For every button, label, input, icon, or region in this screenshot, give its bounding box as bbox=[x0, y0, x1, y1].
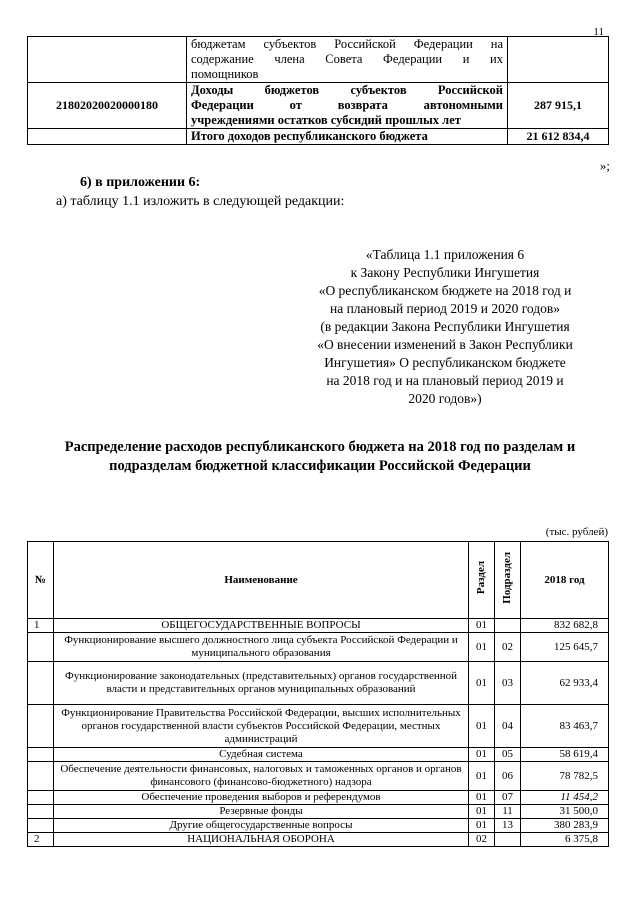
expense-subsection: 05 bbox=[495, 748, 521, 762]
unit-label: (тыс. рублей) bbox=[545, 526, 608, 538]
expense-subsection: 06 bbox=[495, 762, 521, 791]
expense-row bbox=[28, 833, 609, 847]
quote-line: к Закону Республики Ингушетия bbox=[350, 265, 540, 280]
expense-section: 01 bbox=[469, 805, 495, 819]
income-amount: 287 915,1 bbox=[508, 83, 609, 129]
expense-table-header bbox=[28, 542, 609, 619]
income-description-line: содержание члена Совета Федерации и их bbox=[191, 52, 503, 66]
closing-quote-mark: »; bbox=[599, 158, 610, 173]
expense-value: 83 463,7 bbox=[521, 705, 609, 748]
expense-subsection: 03 bbox=[495, 662, 521, 705]
expense-name: Функционирование высшего должностного лица субъекта Российской Федерации и муниципального образования bbox=[54, 633, 469, 662]
expense-section: 01 bbox=[469, 748, 495, 762]
quote-line: Ингушетия» О республиканском бюджете bbox=[324, 355, 566, 370]
expense-value: 58 619,4 bbox=[521, 748, 609, 762]
expense-value: 78 782,5 bbox=[521, 762, 609, 791]
expense-subsection bbox=[495, 833, 521, 847]
income-description bbox=[187, 83, 508, 129]
expense-section: 01 bbox=[469, 619, 495, 633]
expense-row bbox=[28, 748, 609, 762]
table-reference-quote bbox=[280, 246, 610, 408]
expense-name: ОБЩЕГОСУДАРСТВЕННЫЕ ВОПРОСЫ bbox=[54, 619, 469, 633]
quote-line: на 2018 год и на плановый период 2019 и bbox=[326, 373, 564, 388]
expense-value: 62 933,4 bbox=[521, 662, 609, 705]
quote-line: «О республиканском бюджете на 2018 год и bbox=[318, 283, 572, 298]
document-heading bbox=[30, 438, 610, 476]
expense-num: 2 bbox=[28, 833, 54, 847]
header-section: Раздел bbox=[469, 542, 495, 619]
expense-num bbox=[28, 762, 54, 791]
expense-row bbox=[28, 805, 609, 819]
income-code bbox=[28, 129, 187, 145]
expense-subsection: 04 bbox=[495, 705, 521, 748]
quote-line: (в редакции Закона Республики Ингушетия bbox=[320, 319, 570, 334]
header-num: № bbox=[28, 542, 54, 619]
item-6-a-text: а) таблицу 1.1 изложить в следующей редакции: bbox=[56, 194, 345, 209]
expense-section: 01 bbox=[469, 762, 495, 791]
header-name: Наименование bbox=[54, 542, 469, 619]
expense-num bbox=[28, 662, 54, 705]
heading-line-1: Распределение расходов республиканского бюджета на 2018 год по разделам и bbox=[64, 439, 576, 455]
expense-name: Обеспечение деятельности финансовых, налоговых и таможенных органов и органов финансового (финансово-бюджетного) надзора bbox=[54, 762, 469, 791]
expense-value: 832 682,8 bbox=[521, 619, 609, 633]
income-code bbox=[28, 37, 187, 83]
income-code: 21802020020000180 bbox=[28, 83, 187, 129]
expense-subsection: 13 bbox=[495, 819, 521, 833]
expense-num: 1 bbox=[28, 619, 54, 633]
expense-value: 380 283,9 bbox=[521, 819, 609, 833]
expense-num bbox=[28, 805, 54, 819]
expense-name: Функционирование законодательных (представительных) органов государственной власти и представительных органов муниципальных образований bbox=[54, 662, 469, 705]
expense-num bbox=[28, 748, 54, 762]
expense-row bbox=[28, 762, 609, 791]
expense-name: Функционирование Правительства Российской Федерации, высших исполнительных органов государственной власти субъектов Российской Федерации, местных администраций bbox=[54, 705, 469, 748]
expense-name: Обеспечение проведения выборов и референдумов bbox=[54, 791, 469, 805]
expense-table bbox=[27, 541, 609, 847]
expense-value: 125 645,7 bbox=[521, 633, 609, 662]
expense-row bbox=[28, 819, 609, 833]
expense-row bbox=[28, 662, 609, 705]
expense-subsection: 02 bbox=[495, 633, 521, 662]
header-subsection: Подраздел bbox=[495, 542, 521, 619]
expense-num bbox=[28, 705, 54, 748]
income-row bbox=[28, 37, 609, 83]
expense-name: Судебная система bbox=[54, 748, 469, 762]
expense-value: 6 375,8 bbox=[521, 833, 609, 847]
income-amount: 21 612 834,4 bbox=[508, 129, 609, 145]
income-description-line: Доходы бюджетов субъектов Российской bbox=[191, 83, 503, 97]
quote-line: 2020 годов») bbox=[408, 391, 482, 406]
expense-subsection: 07 bbox=[495, 791, 521, 805]
expense-value: 11 454,2 bbox=[521, 791, 609, 805]
expense-subsection: 11 bbox=[495, 805, 521, 819]
expense-row bbox=[28, 705, 609, 748]
income-description-line: учреждениями остатков субсидий прошлых лет bbox=[191, 113, 461, 127]
income-description bbox=[187, 129, 508, 145]
expense-num bbox=[28, 791, 54, 805]
expense-num bbox=[28, 633, 54, 662]
heading-line-2: подразделам бюджетной классификации Российской Федерации bbox=[109, 458, 531, 474]
income-description bbox=[187, 37, 508, 83]
expense-section: 01 bbox=[469, 705, 495, 748]
income-description-line: помощников bbox=[191, 67, 259, 81]
income-description-line: Итого доходов республиканского бюджета bbox=[191, 129, 428, 143]
expense-section: 01 bbox=[469, 791, 495, 805]
page-number: 11 bbox=[593, 26, 604, 38]
income-description-line: бюджетам субъектов Российской Федерации на bbox=[191, 37, 503, 51]
income-row bbox=[28, 129, 609, 145]
expense-row bbox=[28, 791, 609, 805]
expense-num bbox=[28, 819, 54, 833]
income-description-line: Федерации от возврата автономными bbox=[191, 98, 503, 112]
expense-value: 31 500,0 bbox=[521, 805, 609, 819]
expense-section: 02 bbox=[469, 833, 495, 847]
expense-subsection bbox=[495, 619, 521, 633]
income-row bbox=[28, 83, 609, 129]
expense-section: 01 bbox=[469, 819, 495, 833]
quote-line: на плановый период 2019 и 2020 годов» bbox=[329, 301, 560, 316]
income-table bbox=[27, 36, 609, 145]
expense-section: 01 bbox=[469, 633, 495, 662]
header-year: 2018 год bbox=[521, 542, 609, 619]
quote-line: «О внесении изменений в Закон Республики bbox=[317, 337, 573, 352]
expense-section: 01 bbox=[469, 662, 495, 705]
expense-name: Другие общегосударственные вопросы bbox=[54, 819, 469, 833]
expense-name: Резервные фонды bbox=[54, 805, 469, 819]
expense-row bbox=[28, 633, 609, 662]
expense-row bbox=[28, 619, 609, 633]
quote-line: «Таблица 1.1 приложения 6 bbox=[365, 247, 525, 262]
item-6-title: 6) в приложении 6: bbox=[80, 175, 201, 190]
income-amount bbox=[508, 37, 609, 83]
expense-name: НАЦИОНАЛЬНАЯ ОБОРОНА bbox=[54, 833, 469, 847]
